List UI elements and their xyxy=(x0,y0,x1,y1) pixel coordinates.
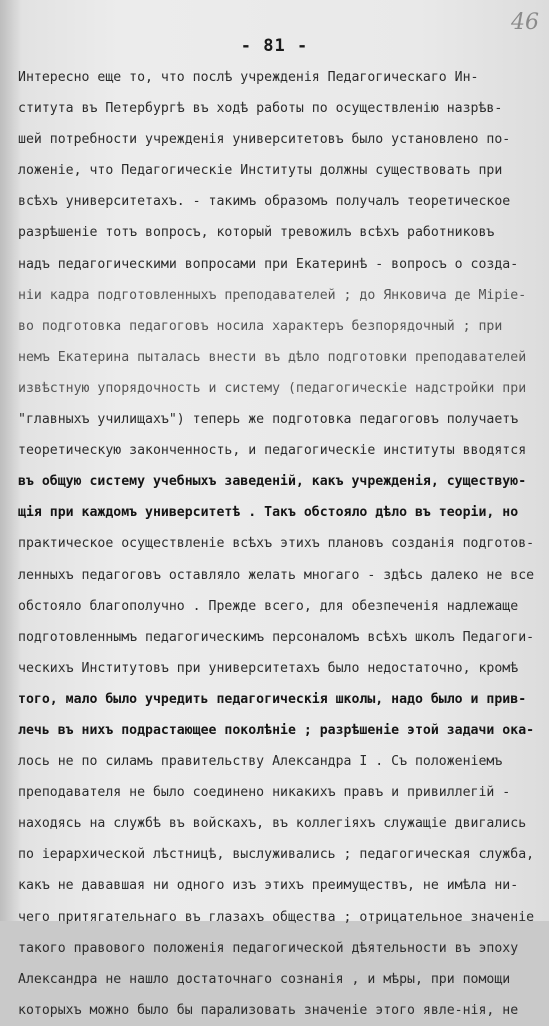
text-line: во подготовка педагоговъ носила характеръ безпорядочный ; при xyxy=(18,318,503,334)
text-line: по іерархической лѣстницѣ, выслуживались ; педагогическая служба, xyxy=(18,847,535,863)
text-line: преподавателя не было соединено никакихъ правъ и привиллегій - xyxy=(18,785,511,801)
text-line: разрѣшеніе тотъ вопросъ, который тревожилъ всѣхъ работниковъ xyxy=(18,225,495,241)
text-line: обстояло благополучно . Прежде всего, для обезпеченія надлежаще xyxy=(18,598,519,614)
text-line: какъ не дававшая ни одного изъ этихъ преимуществъ, не имѣла ни- xyxy=(18,878,519,894)
text-line: "главныхъ училищахъ") теперь же подготовка педагоговъ получаетъ xyxy=(18,412,519,428)
text-line: щія при каждомъ университетѣ . Такъ обстояло дѣло въ теоріи, но xyxy=(18,505,519,521)
text-line: такого правового положенія педагогической дѣятельности въ эпоху xyxy=(18,940,519,956)
text-line: лечь въ нихъ подрастающее поколѣніе ; разрѣшеніе этой задачи ока- xyxy=(18,722,535,738)
text-line: извѣстную упорядочность и систему (педагогическіе надстройки при xyxy=(18,380,527,396)
text-line: Интересно еще то, что послѣ учрежденія Педагогическаго Ин- xyxy=(18,70,479,85)
text-line: всѣхъ университетахъ. - такимъ образомъ получалъ теоретическое xyxy=(18,194,511,210)
text-line: ложеніе, что Педагогическіе Институты должны существовать при xyxy=(18,163,503,179)
text-line: Александра не нашло достаточнаго сознанія , и мѣры, при помощи xyxy=(18,971,511,987)
text-line: въ общую систему учебныхъ заведеній, какъ учрежденія, существую- xyxy=(18,474,527,490)
text-line: практическое осуществленіе всѣхъ этихъ плановъ созданія подготов- xyxy=(18,536,535,552)
body-text xyxy=(18,62,535,1026)
text-line: ніи кадра подготовленныхъ преподавателей ; до Янковича де Міріе- xyxy=(18,287,527,303)
text-line: немъ Екатерина пыталась внести въ дѣло подготовки преподавателей xyxy=(18,349,527,365)
text-line: ческихъ Институтовъ при университетахъ было недостаточно, кромѣ xyxy=(18,660,519,676)
text-line: шей потребности учрежденія университетовъ было установлено по- xyxy=(18,132,511,148)
text-line: теоретическую законченность, и педагогическіе институты вводятся xyxy=(18,443,527,459)
archive-folio-number: 46 xyxy=(511,10,539,35)
page-number: - 81 - xyxy=(240,36,309,56)
text-line: ленныхъ педагоговъ оставляло желать многаго - здѣсь далеко не все xyxy=(18,567,535,583)
text-line: которыхъ можно было бы парализовать значеніе этого явле-нія, не xyxy=(18,1002,519,1018)
text-line: находясь на службѣ въ войскахъ, въ коллегіяхъ служащіе двигались xyxy=(18,816,527,832)
text-line: чего притягательнаго въ глазахъ общества ; отрицательное значеніе xyxy=(18,909,535,925)
text-line: ститута въ Петербургѣ въ ходѣ работы по осуществленію назрѣв- xyxy=(18,101,503,117)
text-line: подготовленнымъ педагогическимъ персоналомъ всѣхъ школъ Педагоги- xyxy=(18,629,535,645)
text-line: того, мало было учредить педагогическія школы, надо было и прив- xyxy=(18,691,527,707)
text-line: лось не по силамъ правительству Александра I . Съ положеніемъ xyxy=(18,754,503,770)
text-line: надъ педагогическими вопросами при Екатеринѣ - вопросъ о созда- xyxy=(18,256,519,272)
